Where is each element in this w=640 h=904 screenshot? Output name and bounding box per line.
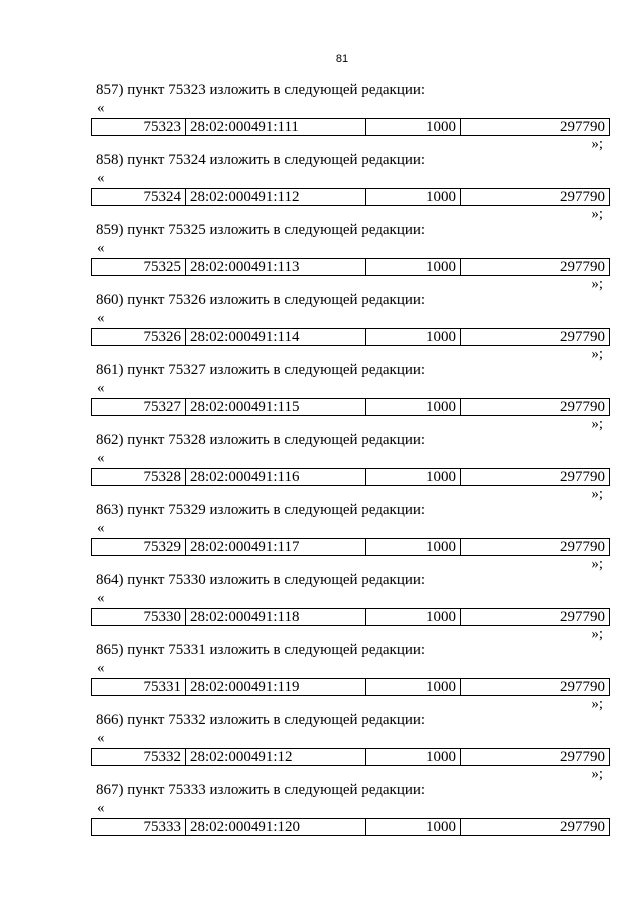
value-cell: 297790: [461, 469, 610, 486]
table-row: [92, 679, 610, 696]
amendment-entry: [91, 82, 609, 152]
cadastral-number-cell: 28:02:000491:114: [186, 329, 366, 346]
amendment-table: [91, 468, 610, 486]
value-cell: 297790: [461, 609, 610, 626]
item-number-cell: 75325: [92, 259, 186, 276]
amendment-table: [91, 748, 610, 766]
value-cell: 297790: [461, 749, 610, 766]
cadastral-number-cell: 28:02:000491:119: [186, 679, 366, 696]
area-cell: 1000: [366, 189, 461, 206]
area-cell: 1000: [366, 259, 461, 276]
amendment-heading: 867) пункт 75333 изложить в следующей редакции:: [96, 782, 426, 798]
table-row: [92, 749, 610, 766]
cadastral-number-cell: 28:02:000491:116: [186, 469, 366, 486]
amendment-entry: [91, 712, 609, 782]
area-cell: 1000: [366, 539, 461, 556]
area-cell: 1000: [366, 119, 461, 136]
opening-quote: «: [97, 240, 105, 256]
amendment-table: [91, 398, 610, 416]
area-cell: 1000: [366, 399, 461, 416]
item-number-cell: 75332: [92, 749, 186, 766]
area-cell: 1000: [366, 469, 461, 486]
amendment-entry: [91, 432, 609, 502]
closing-quote: »;: [591, 696, 603, 712]
amendment-table: [91, 188, 610, 206]
opening-quote: «: [97, 170, 105, 186]
table-row: [92, 259, 610, 276]
amendment-entry: [91, 292, 609, 362]
opening-quote: «: [97, 380, 105, 396]
amendment-heading: 865) пункт 75331 изложить в следующей редакции:: [96, 642, 426, 658]
amendment-heading: 861) пункт 75327 изложить в следующей редакции:: [96, 362, 426, 378]
closing-quote: »;: [591, 416, 603, 432]
page-number: 81: [335, 53, 349, 65]
opening-quote: «: [97, 520, 105, 536]
table-row: [92, 469, 610, 486]
area-cell: 1000: [366, 749, 461, 766]
opening-quote: «: [97, 590, 105, 606]
table-row: [92, 119, 610, 136]
table-row: [92, 399, 610, 416]
value-cell: 297790: [461, 119, 610, 136]
value-cell: 297790: [461, 399, 610, 416]
amendment-entry: [91, 502, 609, 572]
item-number-cell: 75330: [92, 609, 186, 626]
closing-quote: »;: [591, 346, 603, 362]
amendment-heading: 862) пункт 75328 изложить в следующей редакции:: [96, 432, 426, 448]
closing-quote: »;: [591, 766, 603, 782]
table-row: [92, 189, 610, 206]
item-number-cell: 75333: [92, 819, 186, 836]
amendment-entry: [91, 642, 609, 712]
amendment-entry: [91, 152, 609, 222]
amendment-heading: 858) пункт 75324 изложить в следующей редакции:: [96, 152, 426, 168]
amendment-heading: 864) пункт 75330 изложить в следующей редакции:: [96, 572, 426, 588]
amendment-heading: 860) пункт 75326 изложить в следующей редакции:: [96, 292, 426, 308]
cadastral-number-cell: 28:02:000491:120: [186, 819, 366, 836]
value-cell: 297790: [461, 679, 610, 696]
item-number-cell: 75329: [92, 539, 186, 556]
area-cell: 1000: [366, 679, 461, 696]
item-number-cell: 75331: [92, 679, 186, 696]
closing-quote: »;: [591, 276, 603, 292]
opening-quote: «: [97, 660, 105, 676]
amendment-table: [91, 258, 610, 276]
opening-quote: «: [97, 310, 105, 326]
opening-quote: «: [97, 730, 105, 746]
value-cell: 297790: [461, 539, 610, 556]
opening-quote: «: [97, 100, 105, 116]
closing-quote: »;: [591, 626, 603, 642]
amendment-table: [91, 818, 610, 836]
table-row: [92, 819, 610, 836]
amendment-entry: [91, 782, 609, 852]
document-body: [91, 82, 609, 852]
amendment-table: [91, 608, 610, 626]
amendment-heading: 866) пункт 75332 изложить в следующей редакции:: [96, 712, 426, 728]
amendment-heading: 859) пункт 75325 изложить в следующей редакции:: [96, 222, 426, 238]
amendment-heading: 863) пункт 75329 изложить в следующей редакции:: [96, 502, 426, 518]
opening-quote: «: [97, 800, 105, 816]
area-cell: 1000: [366, 819, 461, 836]
cadastral-number-cell: 28:02:000491:112: [186, 189, 366, 206]
value-cell: 297790: [461, 189, 610, 206]
table-row: [92, 609, 610, 626]
amendment-table: [91, 118, 610, 136]
item-number-cell: 75326: [92, 329, 186, 346]
table-row: [92, 539, 610, 556]
amendment-table: [91, 538, 610, 556]
item-number-cell: 75324: [92, 189, 186, 206]
area-cell: 1000: [366, 609, 461, 626]
closing-quote: »;: [591, 136, 603, 152]
closing-quote: »;: [591, 486, 603, 502]
area-cell: 1000: [366, 329, 461, 346]
opening-quote: «: [97, 450, 105, 466]
cadastral-number-cell: 28:02:000491:117: [186, 539, 366, 556]
item-number-cell: 75323: [92, 119, 186, 136]
amendment-entry: [91, 362, 609, 432]
value-cell: 297790: [461, 259, 610, 276]
item-number-cell: 75327: [92, 399, 186, 416]
item-number-cell: 75328: [92, 469, 186, 486]
cadastral-number-cell: 28:02:000491:12: [186, 749, 366, 766]
cadastral-number-cell: 28:02:000491:118: [186, 609, 366, 626]
amendment-entry: [91, 572, 609, 642]
amendment-entry: [91, 222, 609, 292]
cadastral-number-cell: 28:02:000491:111: [186, 119, 366, 136]
closing-quote: »;: [591, 556, 603, 572]
amendment-heading: 857) пункт 75323 изложить в следующей редакции:: [96, 82, 426, 98]
value-cell: 297790: [461, 329, 610, 346]
cadastral-number-cell: 28:02:000491:115: [186, 399, 366, 416]
value-cell: 297790: [461, 819, 610, 836]
cadastral-number-cell: 28:02:000491:113: [186, 259, 366, 276]
amendment-table: [91, 328, 610, 346]
closing-quote: »;: [591, 206, 603, 222]
amendment-table: [91, 678, 610, 696]
table-row: [92, 329, 610, 346]
